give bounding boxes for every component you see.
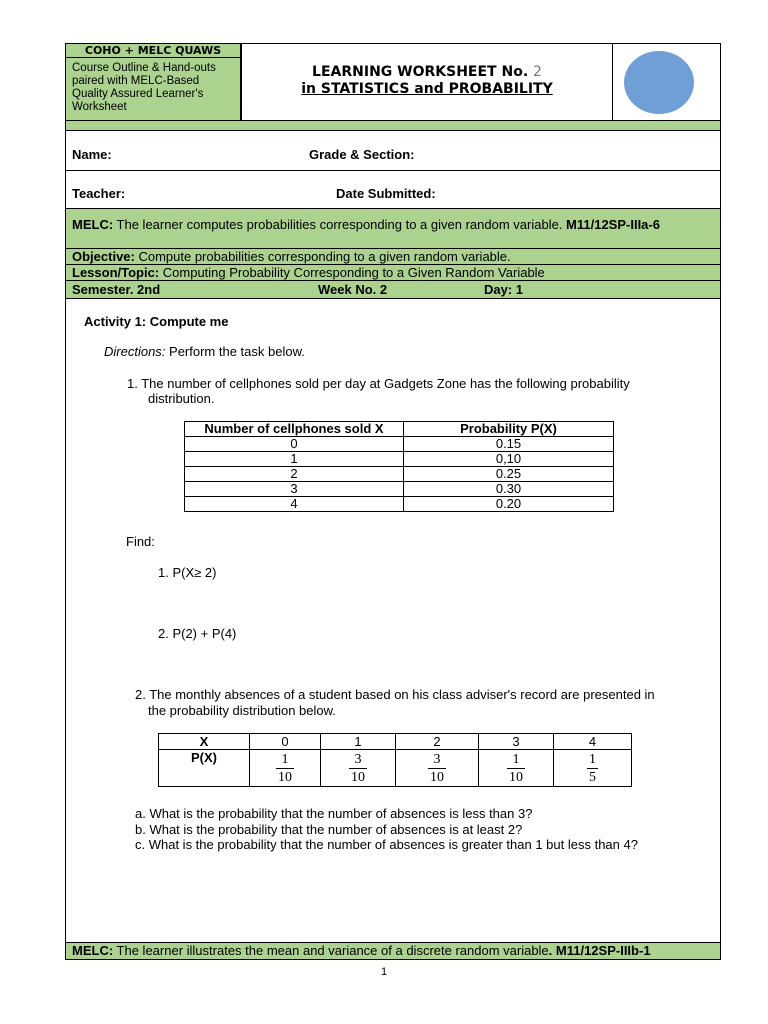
- grade-label: Grade & Section:: [309, 147, 415, 162]
- question-list: [135, 806, 638, 853]
- directions-label: Directions:: [104, 344, 166, 359]
- day: Day: 1: [484, 282, 524, 297]
- table2-x-value: 4: [554, 734, 632, 750]
- table2-x-value: 2: [396, 734, 479, 750]
- name-label: Name:: [72, 147, 112, 162]
- question-1-line-2: distribution.: [148, 391, 215, 406]
- directions-text: Perform the task below.: [165, 344, 305, 359]
- lesson-row: [66, 265, 720, 280]
- melc-footer-row: [66, 943, 720, 959]
- schedule-row: [66, 281, 720, 298]
- header-green-band: [66, 121, 720, 130]
- table-row: [185, 497, 614, 512]
- semester: Semester. 2nd: [72, 282, 161, 297]
- table1-header-p: Probability P(X): [404, 422, 614, 437]
- question-a: a. What is the probability that the number of absences is less than 3?: [135, 806, 533, 821]
- course-note-box: [66, 58, 241, 120]
- table2-x-label: X: [159, 734, 250, 750]
- melc-code: M11/12SP-IIIa-6: [566, 217, 660, 232]
- table-row: [185, 467, 614, 482]
- objective-text: Compute probabilities corresponding to a given random variable.: [134, 249, 511, 264]
- frac-denominator: 10: [430, 769, 444, 785]
- table1-cell: 0.20: [404, 497, 614, 512]
- frac-numerator: 3: [349, 751, 367, 769]
- melc-row: [66, 209, 720, 248]
- table2-p-cell: [250, 750, 321, 787]
- table2-x-value: 3: [479, 734, 554, 750]
- table1-cell: 3: [185, 482, 404, 497]
- course-note: Course Outline & Hand-outs paired with MELC-Based Quality Assured Learner's Worksheet: [72, 62, 216, 113]
- table1-cell: 0.15: [404, 437, 614, 452]
- activity-title: Activity 1: Compute me: [84, 314, 229, 329]
- question-2-line-2: the probability distribution below.: [148, 703, 336, 718]
- absences-table: [158, 733, 632, 787]
- page-number: 1: [380, 966, 388, 978]
- find-item-2: 2. P(2) + P(4): [158, 626, 237, 641]
- title-subtitle: in STATISTICS and PROBABILITY: [301, 81, 553, 97]
- table1-cell: 2: [185, 467, 404, 482]
- directions: [104, 344, 305, 359]
- table1-cell: 0,10: [404, 452, 614, 467]
- frac-denominator: 5: [589, 769, 596, 785]
- badge-text: COHO + MELC QUAWS: [84, 44, 222, 57]
- table1-cell: 0.30: [404, 482, 614, 497]
- table2-p-cell: [479, 750, 554, 787]
- melc2-text: The learner illustrates the mean and variance of a discrete random variable: [113, 943, 549, 958]
- frac-numerator: 1: [589, 751, 596, 767]
- lesson-label: Lesson/Topic:: [72, 265, 160, 280]
- melc2-label: MELC:: [72, 943, 114, 958]
- melc2-code: . M11/12SP-IIIb-1: [548, 943, 651, 958]
- badge: [66, 44, 241, 58]
- table2-p-label: P(X): [159, 750, 250, 787]
- melc-label: MELC:: [72, 217, 114, 232]
- question-c: c. What is the probability that the number of absences is greater than 1 but less than 4?: [135, 837, 638, 852]
- melc-text: The learner computes probabilities corresponding to a given random variable.: [113, 217, 567, 232]
- frac-denominator: 10: [509, 769, 523, 785]
- table1-cell: 0.25: [404, 467, 614, 482]
- frac-numerator: 1: [276, 751, 294, 769]
- date-label: Date Submitted:: [336, 186, 436, 201]
- find-item-1: 1. P(X≥ 2): [158, 565, 217, 580]
- table-row: [185, 482, 614, 497]
- title-prefix: LEARNING WORKSHEET No.: [312, 64, 529, 80]
- cellphone-table: [184, 421, 614, 512]
- week: Week No. 2: [318, 282, 388, 297]
- table2-x-value: 0: [250, 734, 321, 750]
- table2-p-cell: [396, 750, 479, 787]
- frac-denominator: 10: [278, 769, 292, 785]
- teacher-label: Teacher:: [72, 186, 126, 201]
- question-1-line-1: 1. The number of cellphones sold per day at Gadgets Zone has the following probability: [127, 376, 630, 391]
- table1-cell: 0: [185, 437, 404, 452]
- table-row: [185, 437, 614, 452]
- find-label: Find:: [126, 534, 155, 549]
- table1-header-x: Number of cellphones sold X: [185, 422, 404, 437]
- objective-row: [66, 249, 720, 264]
- page-title: [242, 64, 612, 98]
- question-b: b. What is the probability that the number of absences is at least 2?: [135, 821, 523, 837]
- frac-denominator: 10: [351, 769, 365, 785]
- table1-cell: 4: [185, 497, 404, 512]
- worksheet-frame: [65, 43, 721, 960]
- objective-label: Objective:: [72, 249, 135, 264]
- table2-p-cell: [554, 750, 632, 787]
- table1-cell: 1: [185, 452, 404, 467]
- table2-x-value: 1: [321, 734, 396, 750]
- table-row: [185, 452, 614, 467]
- frac-numerator: 1: [507, 751, 525, 769]
- frac-numerator: 3: [428, 751, 446, 769]
- lesson-text: Computing Probability Corresponding to a Given Random Variable: [159, 265, 545, 280]
- table2-p-cell: [321, 750, 396, 787]
- question-2-line-1: 2. The monthly absences of a student based on his class adviser's record are presented in: [135, 687, 655, 702]
- title-number: 2: [533, 64, 542, 80]
- logo-circle: [624, 51, 694, 114]
